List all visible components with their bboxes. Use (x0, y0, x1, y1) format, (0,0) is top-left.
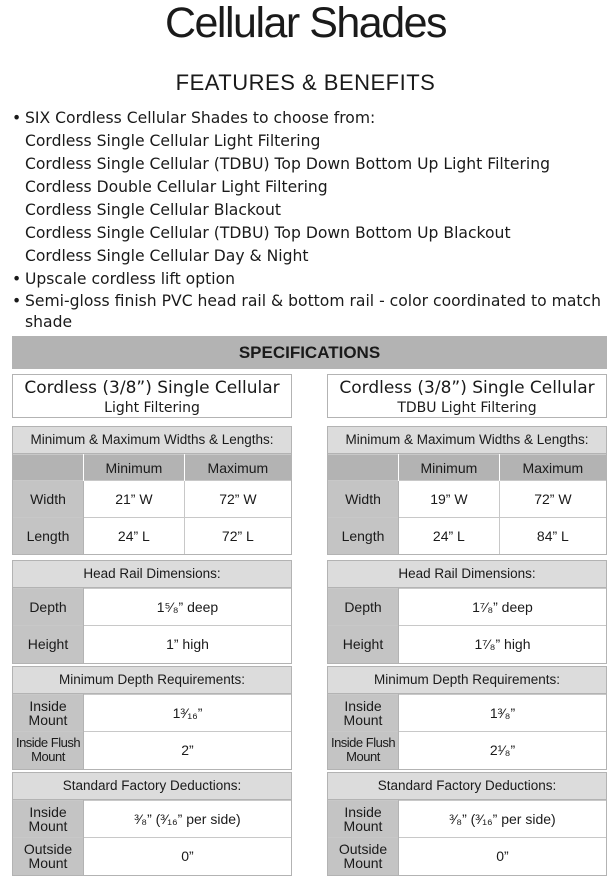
mindepth-table (328, 694, 606, 769)
table-row (13, 732, 291, 769)
feature-text: SIX Cordless Cellular Shades to choose from: (25, 109, 376, 127)
width-max: 72” W (499, 481, 606, 518)
table-row (13, 589, 291, 626)
deductions-heading: Standard Factory Deductions: (13, 773, 291, 800)
table-row (328, 589, 606, 626)
product-type: TDBU Light Filtering (397, 400, 537, 416)
mindepth-section (327, 666, 607, 770)
table-row (13, 838, 291, 875)
minmax-section (12, 426, 292, 555)
headrail-table (13, 588, 291, 663)
deductions-section (12, 772, 292, 876)
mindepth-heading: Minimum Depth Requirements: (328, 667, 606, 694)
product-type: Light Filtering (104, 400, 200, 416)
page-title: Cellular Shades (164, 0, 447, 47)
list-item: Cordless Double Cellular Light Filtering (25, 178, 328, 196)
list-item: Cordless Single Cellular Light Filtering (25, 132, 321, 150)
table-row (13, 518, 291, 554)
minmax-heading: Minimum & Maximum Widths & Lengths: (13, 427, 291, 454)
deductions-table (328, 800, 606, 875)
headrail-heading: Head Rail Dimensions: (328, 561, 606, 588)
inside-deduction: ³⁄₈” (³⁄₁₆” per side) (84, 801, 292, 838)
mindepth-section (12, 666, 292, 770)
feature-bullet (12, 291, 607, 333)
height-value: 1” high (84, 626, 292, 663)
deductions-table (13, 800, 291, 875)
width-min: 19” W (399, 481, 500, 518)
table-row (328, 838, 606, 875)
bullet-icon: • (12, 270, 22, 288)
length-min: 24” L (84, 518, 185, 554)
feature-text: shade (25, 313, 73, 331)
height-label: Height (328, 626, 399, 663)
deductions-section (327, 772, 607, 876)
width-label: Width (13, 481, 84, 518)
product-name-box (327, 374, 607, 418)
mindepth-heading: Minimum Depth Requirements: (13, 667, 291, 694)
inside-flush-mount-label: Inside Flush Mount (328, 732, 399, 769)
headrail-section (327, 560, 607, 664)
corner-cell (13, 455, 84, 481)
product-name: Cordless (3/8”) Single Cellular (339, 378, 595, 398)
depth-value: 1⁵⁄₈” deep (84, 589, 292, 626)
height-label: Height (13, 626, 84, 663)
inside-flush-depth: 2” (84, 732, 292, 769)
outside-mount-label: Outside Mount (13, 838, 84, 875)
width-max: 72” W (184, 481, 291, 518)
list-item: Cordless Single Cellular Day & Night (25, 247, 309, 265)
length-max: 72” L (184, 518, 291, 554)
inside-mount-label: Inside Mount (13, 695, 84, 732)
headrail-heading: Head Rail Dimensions: (13, 561, 291, 588)
headrail-table (328, 588, 606, 663)
table-row (328, 801, 606, 838)
maximum-header: Maximum (184, 455, 291, 481)
spec-column-right (327, 374, 607, 872)
height-value: 1⁷⁄₈” high (399, 626, 607, 663)
deductions-heading: Standard Factory Deductions: (328, 773, 606, 800)
page-subtitle: FEATURES & BENEFITS (175, 70, 436, 95)
width-min: 21” W (84, 481, 185, 518)
inside-mount-label: Inside Mount (328, 695, 399, 732)
table-row (328, 626, 606, 663)
length-max: 84” L (499, 518, 606, 554)
outside-deduction: 0” (399, 838, 607, 875)
inside-flush-mount-label: Inside Flush Mount (13, 732, 84, 769)
depth-label: Depth (328, 589, 399, 626)
headrail-section (12, 560, 292, 664)
features-list (12, 107, 607, 333)
table-row (328, 518, 606, 554)
minmax-heading: Minimum & Maximum Widths & Lengths: (328, 427, 606, 454)
product-name: Cordless (3/8”) Single Cellular (24, 378, 280, 398)
list-item: Cordless Single Cellular (TDBU) Top Down Bottom Up Blackout (25, 224, 511, 242)
bullet-icon: • (12, 292, 22, 310)
inside-deduction: ³⁄₈” (³⁄₁₆” per side) (399, 801, 607, 838)
depth-label: Depth (13, 589, 84, 626)
feature-text: Upscale cordless lift option (25, 270, 235, 288)
minmax-table (13, 454, 291, 554)
width-label: Width (328, 481, 399, 518)
minmax-section (327, 426, 607, 555)
corner-cell (328, 455, 399, 481)
feature-bullet (12, 107, 607, 130)
bullet-icon: • (12, 109, 22, 127)
length-label: Length (13, 518, 84, 554)
minimum-header: Minimum (399, 455, 500, 481)
inside-mount-label: Inside Mount (13, 801, 84, 838)
depth-value: 1⁷⁄₈” deep (399, 589, 607, 626)
table-row (13, 626, 291, 663)
table-row (328, 732, 606, 769)
product-name-box (12, 374, 292, 418)
table-row (13, 695, 291, 732)
inside-mount-depth: 1³⁄₈” (399, 695, 607, 732)
feature-bullet (12, 268, 607, 291)
table-row (328, 481, 606, 518)
table-row (13, 481, 291, 518)
table-row (13, 801, 291, 838)
inside-mount-label: Inside Mount (328, 801, 399, 838)
length-label: Length (328, 518, 399, 554)
spec-column-left (12, 374, 292, 872)
outside-mount-label: Outside Mount (328, 838, 399, 875)
outside-deduction: 0” (84, 838, 292, 875)
mindepth-table (13, 694, 291, 769)
minimum-header: Minimum (84, 455, 185, 481)
specifications-header: SPECIFICATIONS (12, 336, 607, 369)
inside-mount-depth: 1³⁄₁₆” (84, 695, 292, 732)
table-row (328, 695, 606, 732)
list-item: Cordless Single Cellular Blackout (25, 201, 281, 219)
maximum-header: Maximum (499, 455, 606, 481)
feature-text: Semi-gloss finish PVC head rail & bottom rail - color coordinated to match (25, 292, 601, 310)
list-item: Cordless Single Cellular (TDBU) Top Down Bottom Up Light Filtering (25, 155, 550, 173)
inside-flush-depth: 2¹⁄₈” (399, 732, 607, 769)
minmax-table (328, 454, 606, 554)
length-min: 24” L (399, 518, 500, 554)
